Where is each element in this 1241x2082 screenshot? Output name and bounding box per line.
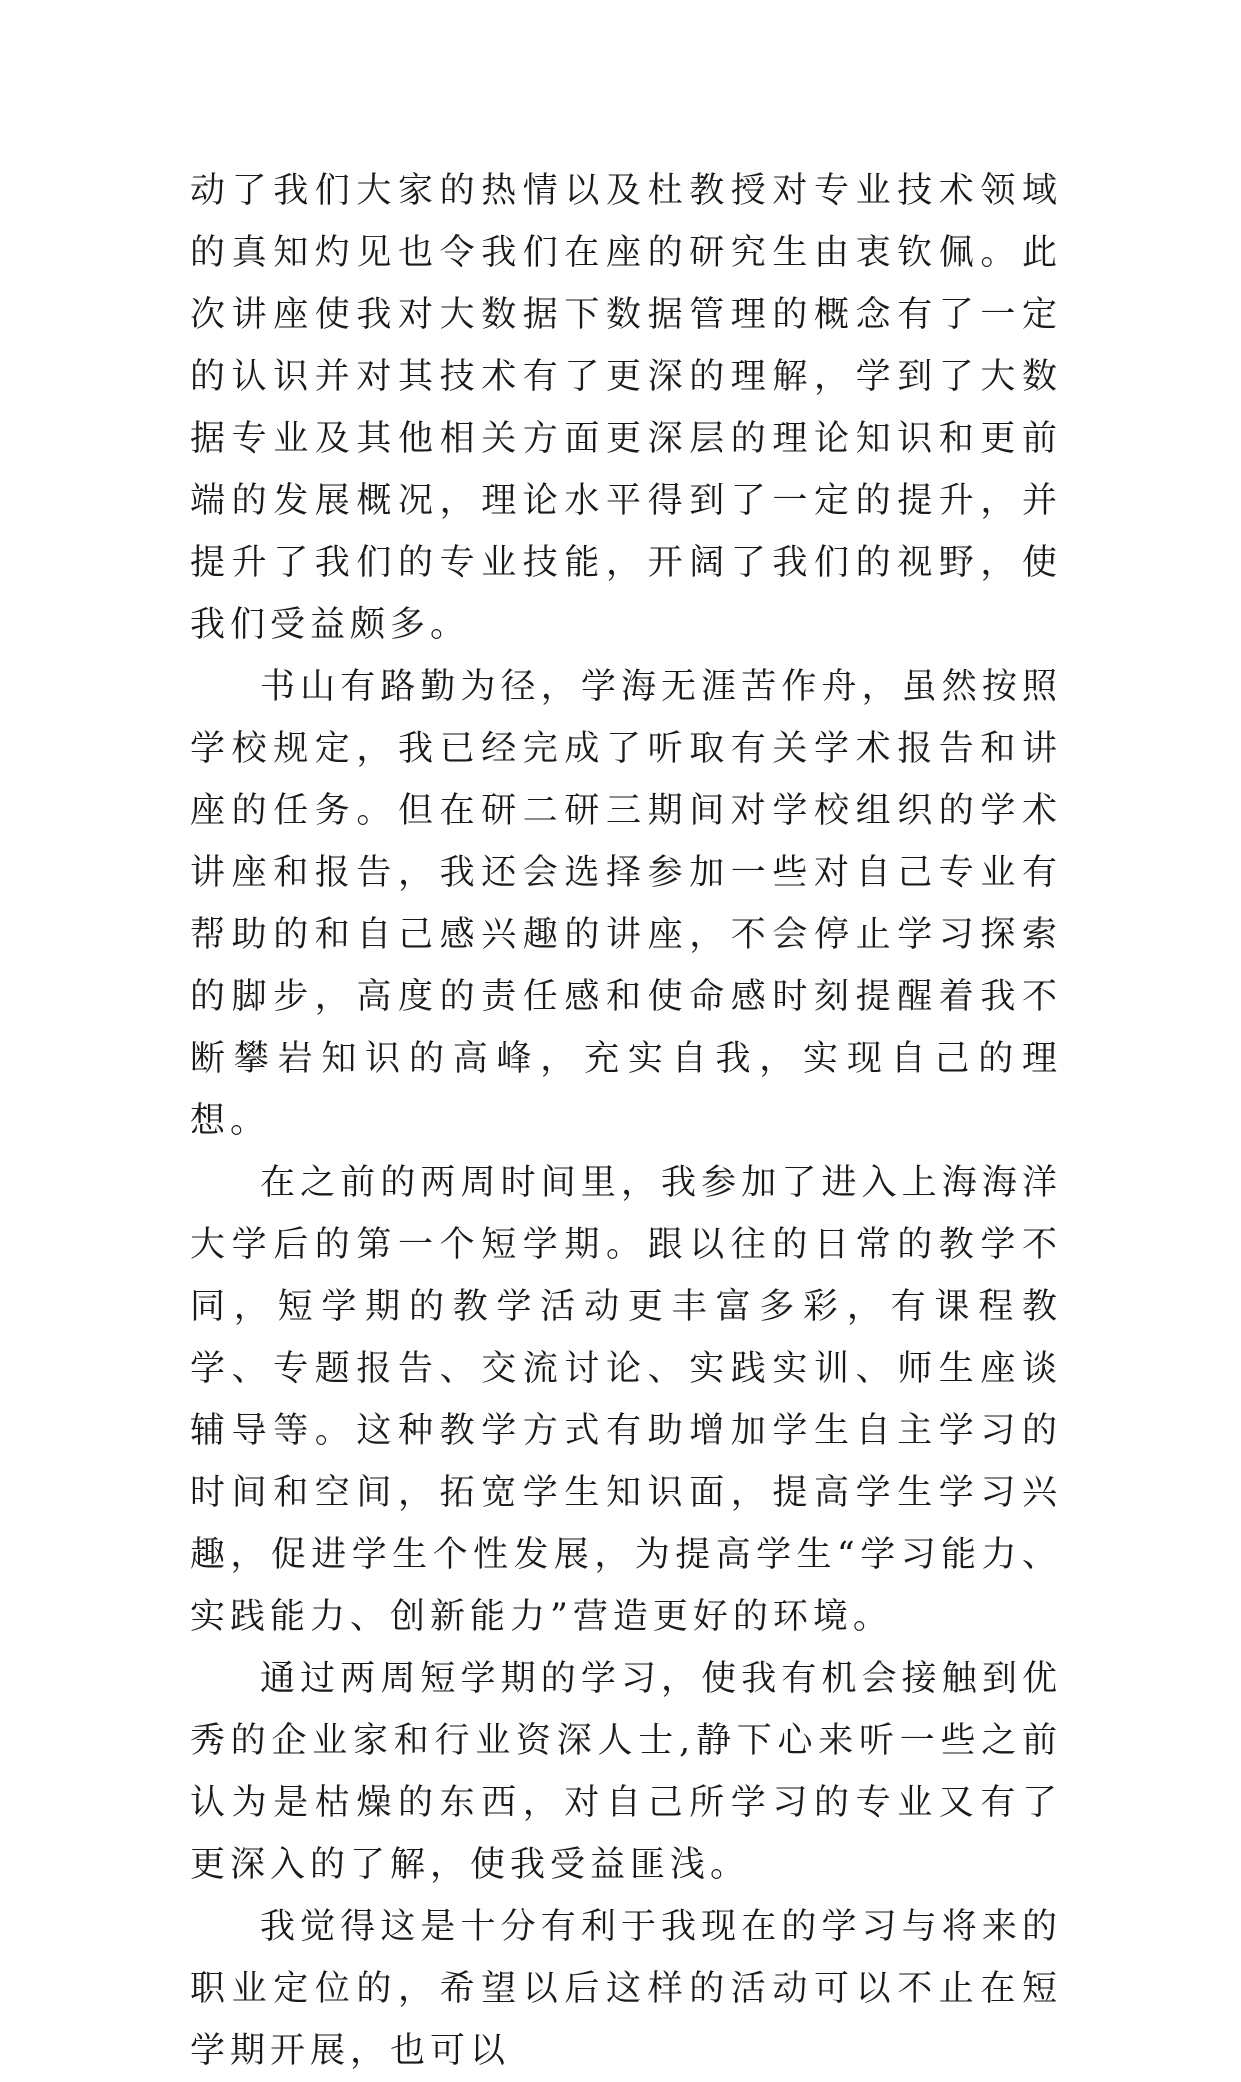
paragraph-4: 通过两周短学期的学习，使我有机会接触到优秀的企业家和行业资深人士,静下心来听一些之前认为是枯燥的东西，对自己所学习的专业又有了更深入的了解，使我受益匪浅。 [190,1659,1062,1885]
paragraph-5: 我觉得这是十分有利于我现在的学习与将来的职业定位的，希望以后这样的活动可以不止在短学期开展，也可以 [190,1907,1062,2071]
paragraph-1: 动了我们大家的热情以及杜教授对专业技术领域的真知灼见也令我们在座的研究生由衷钦佩。此次讲座使我对大数据下数据管理的概念有了一定的认识并对其技术有了更深的理解，学到了大数据专业及其他相关方面更深层的理论知识和更前端的发展概况，理论水平得到了一定的提升，并提升了我们的专业技能，开阔了我们的视野，使我们受益颇多。 [190,171,1062,645]
paragraph-2: 书山有路勤为径，学海无涯苦作舟，虽然按照学校规定，我已经完成了听取有关学术报告和讲座的任务。但在研二研三期间对学校组织的学术讲座和报告，我还会选择参加一些对自己专业有帮助的和自己感兴趣的讲座，不会停止学习探索的脚步，高度的责任感和使命感时刻提醒着我不断攀岩知识的高峰，充实自我，实现自己的理想。 [190,667,1062,1141]
document-body [190,160,1062,2082]
paragraph-3: 在之前的两周时间里，我参加了进入上海海洋大学后的第一个短学期。跟以往的日常的教学不同，短学期的教学活动更丰富多彩，有课程教学、专题报告、交流讨论、实践实训、师生座谈辅导等。这种教学方式有助增加学生自主学习的时间和空间，拓宽学生知识面，提高学生学习兴趣，促进学生个性发展，为提高学生“学习能力、实践能力、创新能力”营造更好的环境。 [190,1163,1062,1637]
